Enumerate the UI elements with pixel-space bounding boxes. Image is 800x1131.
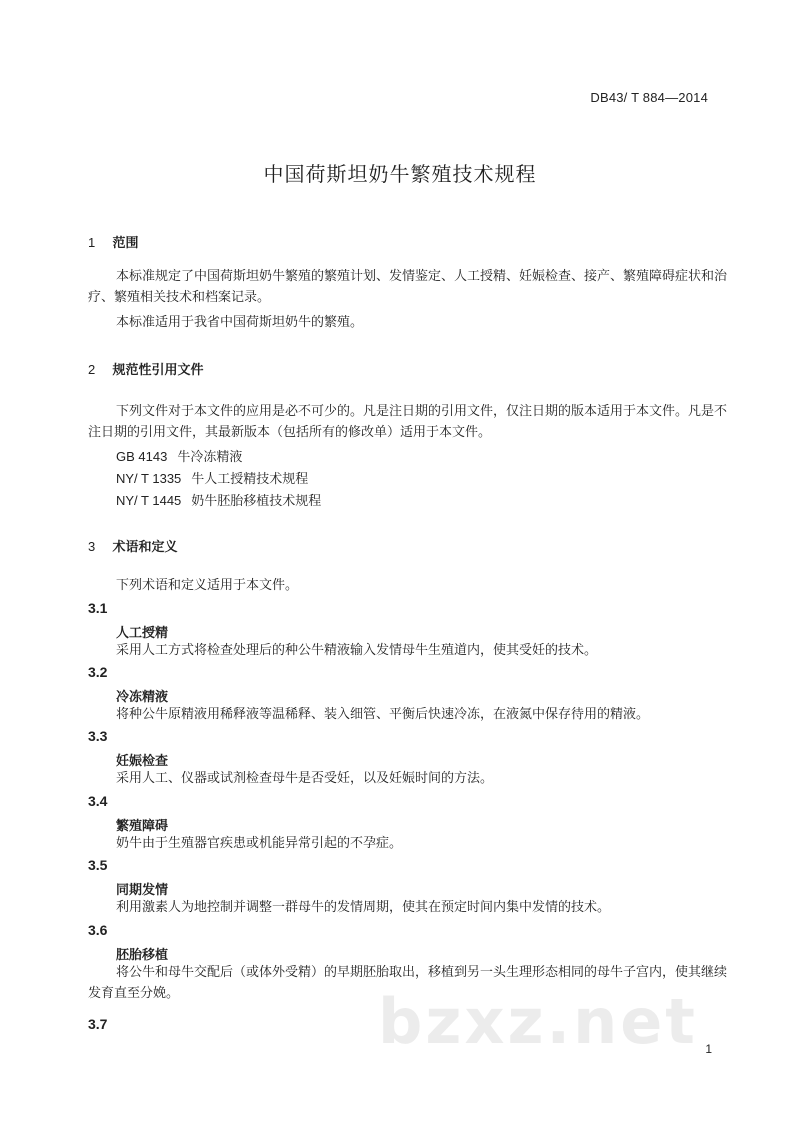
reference-code: NY/ T 1445 (116, 493, 182, 508)
term-number: 3.1 (88, 600, 108, 616)
term-definition: 采用人工、仪器或试剂检查母牛是否受妊，以及妊娠时间的方法。 (116, 771, 494, 786)
term-name: 同期发情 (116, 883, 169, 898)
reference-item (116, 446, 242, 465)
section-title: 规范性引用文件 (112, 363, 204, 378)
term-definition: 采用人工方式将检查处理后的种公牛精液输入发情母牛生殖道内，使其受妊的技术。 (116, 643, 598, 658)
document-title: 中国荷斯坦奶牛繁殖技术规程 (263, 162, 537, 186)
term-number: 3.3 (88, 728, 108, 744)
section-number: 2 (88, 362, 96, 377)
term-definition: 将种公牛原精液用稀释液等温稀释、装入细管、平衡后快速冷冻，在液氮中保存待用的精液。 (116, 707, 650, 722)
section-1-paragraph-1: 本标准规定了中国荷斯坦奶牛繁殖的繁殖计划、发情鉴定、人工授精、妊娠检查、接产、繁殖障碍症状和治疗、繁殖相关技术和档案记录。 (88, 269, 728, 305)
term-definition: 奶牛由于生殖器官疾患或机能异常引起的不孕症。 (116, 836, 403, 851)
section-number: 3 (88, 539, 96, 554)
term-name: 人工授精 (116, 626, 169, 641)
term-number: 3.6 (88, 922, 108, 938)
section-number: 1 (88, 235, 96, 250)
section-3-heading (88, 536, 178, 555)
section-2-paragraph-1: 下列文件对于本文件的应用是必不可少的。凡是注日期的引用文件，仅注日期的版本适用于本文件。凡是不注日期的引用文件，其最新版本（包括所有的修改单）适用于本文件。 (88, 404, 728, 440)
term-number: 3.5 (88, 857, 108, 873)
term-name: 妊娠检查 (116, 754, 169, 769)
page-number: 1 (705, 1042, 712, 1056)
reference-item (116, 468, 308, 487)
watermark: bzxz.net (378, 985, 698, 1058)
section-3-intro: 下列术语和定义适用于本文件。 (116, 578, 299, 593)
section-title: 术语和定义 (112, 540, 178, 555)
section-title: 范围 (112, 236, 139, 251)
section-1-paragraph-2: 本标准适用于我省中国荷斯坦奶牛的繁殖。 (116, 315, 364, 330)
term-number: 3.2 (88, 664, 108, 680)
term-definition: 利用激素人为地控制并调整一群母牛的发情周期，使其在预定时间内集中发情的技术。 (116, 900, 611, 915)
reference-item (116, 490, 321, 509)
term-name: 冷冻精液 (116, 690, 169, 705)
reference-name: 奶牛胚胎移植技术规程 (191, 494, 322, 509)
standard-code: DB43/ T 884—2014 (590, 90, 708, 105)
reference-name: 牛人工授精技术规程 (191, 472, 309, 487)
term-name: 繁殖障碍 (116, 819, 169, 834)
term-number: 3.7 (88, 1016, 108, 1032)
term-number: 3.4 (88, 793, 108, 809)
reference-code: NY/ T 1335 (116, 471, 182, 486)
section-2-heading (88, 359, 204, 378)
reference-name: 牛冷冻精液 (177, 450, 243, 465)
term-definition: 将公牛和母牛交配后（或体外受精）的早期胚胎取出，移植到另一头生理形态相同的母牛子宫内，使其继续发育直至分娩。 (88, 965, 728, 1001)
section-1-heading (88, 232, 139, 251)
term-name: 胚胎移植 (116, 948, 169, 963)
reference-code: GB 4143 (116, 449, 168, 464)
